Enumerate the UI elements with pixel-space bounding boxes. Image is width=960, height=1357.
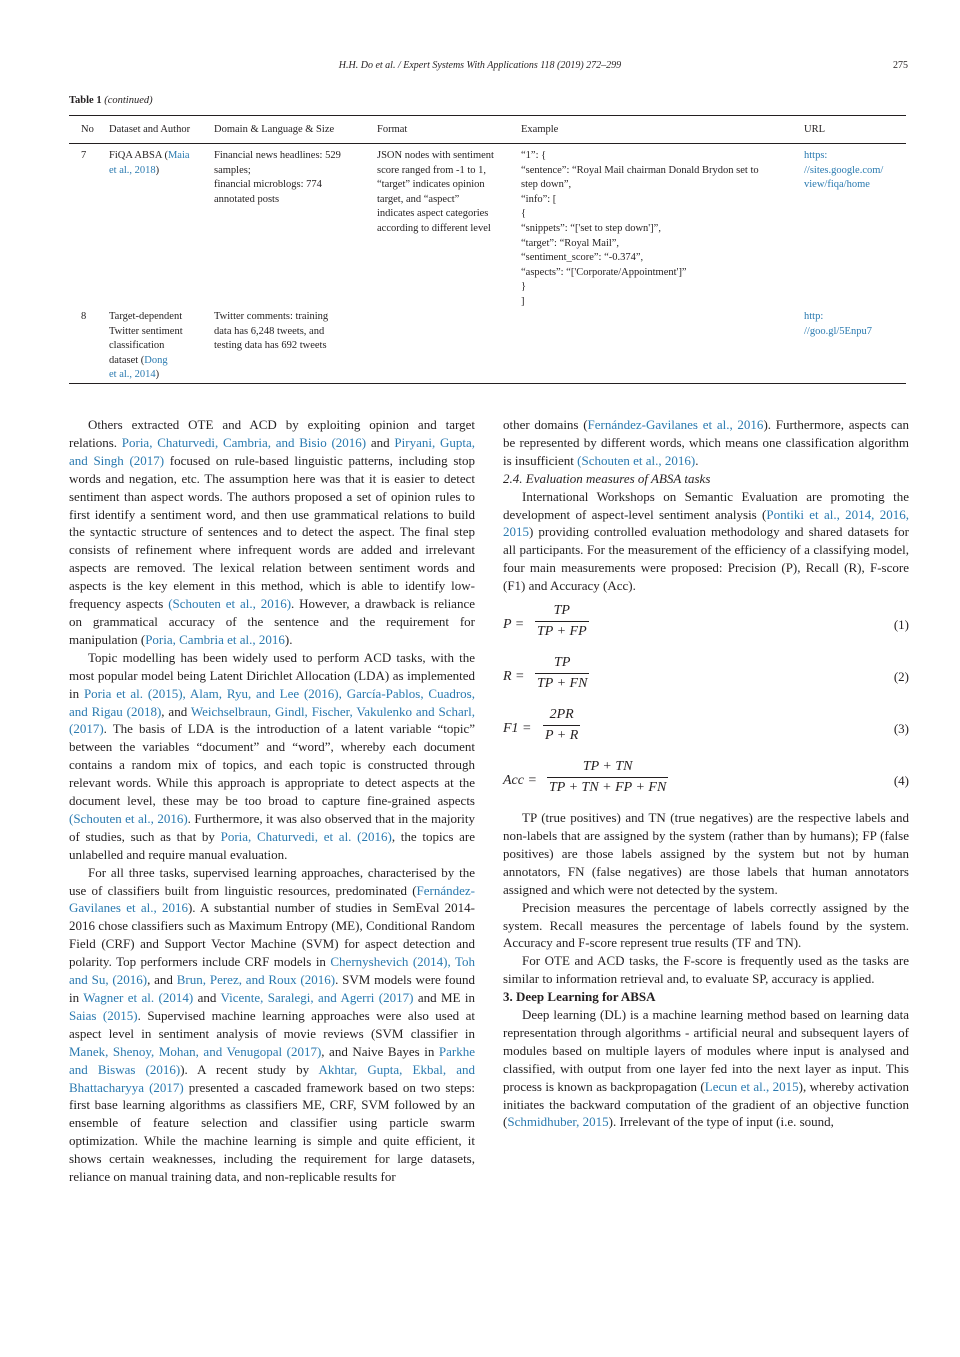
- table-row-8-url[interactable]: http: //goo.gl/5Enpu7: [804, 311, 872, 337]
- paragraph: [503, 899, 909, 953]
- text-run: . Furthermore, it was also observed that in the majority of studies, such as that by: [69, 810, 476, 844]
- text-run: ), whereby activation initiates the backward computation of the gradient of an objective function (: [503, 1078, 909, 1130]
- citation-link[interactable]: Weichselbraun, Gindl, Fischer, Vakulenko and Scharl, (2017): [69, 703, 475, 737]
- text-run: Deep learning (DL) is a machine learning method based on learning data representation through algorithms - artificial neural and subsequent layers of modules based on multiple layers of modules where input is analysed and classified, with output from one layer fed into the next layer as input. This process is known as backpropagation (: [503, 1007, 909, 1094]
- text-run: ). A recent study by: [180, 1061, 319, 1077]
- text-run: International Workshops on Semantic Evaluation are promoting the development of aspect-level sentiment analysis (: [503, 488, 909, 522]
- table-header-rule: [69, 143, 906, 144]
- col-header-dataset: Dataset and Author: [109, 124, 191, 135]
- text-run: ). Furthermore, aspects can be represented by different words, which means one classification algorithm is insufficient: [503, 417, 910, 468]
- paragraph: [503, 952, 909, 988]
- table-row-7-url[interactable]: https: //sites.google.com/ view/fiqa/home: [804, 150, 884, 191]
- text-run: Precision measures the percentage of labels correctly assigned by the system. Recall measures the percentage of labels found by the system. Accuracy and F-score represent true results (TF and TN).: [503, 899, 909, 951]
- citation-link[interactable]: Saias (2015): [69, 1007, 138, 1023]
- citation-link[interactable]: (Schouten et al., 2016): [168, 596, 292, 612]
- citation-link[interactable]: Pontiki et al., 2014, 2016, 2015: [503, 506, 909, 540]
- right-column: [503, 416, 909, 1131]
- citation-link[interactable]: Fernández-Gavilanes et al., 2016: [587, 417, 764, 432]
- left-column: [69, 416, 475, 1186]
- citation-link[interactable]: Maia: [167, 150, 190, 161]
- table-row-8-domain: Twitter comments: training data has 6,248 tweets, and testing data has 692 tweets: [214, 311, 329, 352]
- paragraph: [503, 1006, 909, 1131]
- citation-link[interactable]: Poria, Chaturvedi, et al. (2016): [220, 828, 392, 844]
- text-run: and ME in: [413, 990, 475, 1005]
- page-number: 275: [893, 60, 908, 71]
- text-run: TP (true positives) and TN (true negatives) are the respective labels and non-labels that are assigned by the system (rather than by humans); FP (false positives) are those labels assigned by the system but not by human annotators, FN (false negatives) are those labels that human annotators assigned and which were not detected by the system.: [503, 810, 909, 897]
- citation-link[interactable]: Parkhe and Biswas (2016): [69, 1043, 475, 1077]
- citation-link[interactable]: Poria, Cambria et al., 2016: [145, 631, 285, 647]
- text-run: presented a cascaded framework based on two steps: first base learning algorithms as classifiers ME, CRF, SVM followed by an ensemble of feature selection and classifier using particle swarm optimization. While the machine learning is simple and quite efficient, it shows certain weaknesses, including the requirement for large datasets, reliance on manual training data, and non-replicable results for: [69, 1079, 476, 1185]
- text-run: focused on rule-based linguistic patterns, including stop words and negation, etc. The assumption here was that it is easier to detect sentiment than aspect words. The authors proposed a set of opinion rules to first identify a sentiment word, and then use grammatical relations to build the syntactic structure of sentences and to detect the aspect. The final step consists of refinement where infrequent words are added and irrelevant aspects are removed. The lexical relation between sentiment words and aspects is the key element in this method, which is able to identify low-frequency aspects: [69, 452, 475, 612]
- equation-precision: P = $\frac{TP}{TP + FP}$ (1): [503, 601, 909, 653]
- table-row-7-no: 7: [81, 150, 87, 161]
- text-run: ). A substantial number of studies in SemEval 2014-2016 chose classifiers such as Maximum Entropy (ME), Conditional Random Field (CRF) and Support Vector Machine (SVM) for aspect detection and polarity. Top performers include CRF models in: [69, 900, 475, 970]
- paragraph: [69, 649, 475, 864]
- equation-recall: R = $\frac{TP}{TP + FN}$ (2): [503, 653, 909, 705]
- text-run: . The basis of LDA is the introduction of a latent variable “topic” between the variables “document” and “word”, whereby each document contains a random mix of topics, and each topic is constructed through relevant words. While this approach is appropriate to detect aspects at the document level, these may be too broad to capture fine-grained aspects: [69, 721, 475, 809]
- table-caption-suffix: (continued): [104, 95, 153, 106]
- table-row-7-format: JSON nodes with sentiment score ranged from -1 to 1, “target” indicates opinion target, and “aspect” indicates aspect categories according to different level: [377, 150, 494, 234]
- text-run: .: [695, 452, 699, 468]
- citation-link[interactable]: Vicente, Saralegi, and Agerri (2017): [220, 990, 414, 1005]
- citation-link[interactable]: (Schouten et al., 2016): [69, 810, 188, 826]
- text-run: . SVM models were found in: [69, 972, 475, 1005]
- table-row-8-dataset: Target-dependent Twitter sentiment classification dataset (Dong et al., 2014): [109, 311, 183, 381]
- col-header-no: No: [81, 124, 94, 135]
- text-run: Topic modelling has been widely used to perform ACD tasks, with the most popular model being Latent Dirichlet Allocation (LDA) as implemented in: [69, 649, 475, 701]
- text-run: other domains (: [503, 417, 588, 432]
- citation-link[interactable]: Akhtar, Gupta, Ekbal, and Bhattacharyya (2017): [69, 1061, 475, 1095]
- paragraph: [69, 864, 475, 1186]
- text-run: . However, a drawback is reliance on grammatical accuracy of the sentence and the requirement for manipulation (: [69, 596, 475, 647]
- page-header: [0, 60, 960, 76]
- citation-link[interactable]: et al., 2018: [109, 164, 156, 176]
- citation-link[interactable]: Chernyshevich (2014), Toh and Su, (2016): [69, 954, 475, 988]
- citation-link[interactable]: et al., 2014: [109, 369, 156, 381]
- running-title: H.H. Do et al. / Expert Systems With Applications 118 (2019) 272–299: [338, 60, 622, 71]
- table-caption-label: Table 1: [69, 95, 102, 106]
- text-run: , and Naive Bayes in: [321, 1043, 439, 1059]
- text-run: , and: [161, 703, 191, 719]
- col-header-url: URL: [804, 124, 825, 135]
- paragraph: [503, 809, 909, 899]
- paragraph: [503, 488, 909, 595]
- citation-link[interactable]: Wagner et al. (2014): [83, 990, 194, 1005]
- col-header-example: Example: [521, 124, 559, 135]
- table-bottom-rule: [69, 383, 906, 384]
- text-run: ). Irrelevant of the type of input (i.e. sound,: [608, 1114, 834, 1130]
- col-header-format: Format: [377, 124, 408, 135]
- citation-link[interactable]: (Schouten et al., 2016): [577, 452, 696, 468]
- table-row-7-domain: Financial news headlines: 529 samples; financial microblogs: 774 annotated posts: [214, 150, 341, 205]
- equation-f1: F1 = $\frac{2PR}{P + R}$ (3): [503, 705, 909, 757]
- text-run: ) providing controlled evaluation methodology and shared datasets for all participants. For the measurement of the efficiency of a classifying model, four main measurements were proposed: Precision (P), Recall (R), F-score (F1) and Accuracy (Acc).: [503, 524, 909, 594]
- citation-link[interactable]: Piryani, Gupta, and Singh (2017): [69, 434, 475, 468]
- text-run: , the topics are unlabelled and require manual evaluation.: [69, 828, 475, 862]
- text-run: For OTE and ACD tasks, the F-score is frequently used as the tasks are similar to information retrieval and, to evaluate SP, accuracy is applied.: [503, 953, 909, 987]
- citation-link[interactable]: Fernández-Gavilanes et al., 2016: [69, 882, 475, 916]
- text-run: Others extracted OTE and ACD by exploiting opinion and target relations.: [69, 417, 475, 450]
- citation-link[interactable]: Poria, Chaturvedi, Cambria, and Bisio (2016): [121, 434, 367, 450]
- col-header-domain: Domain & Language & Size: [214, 124, 335, 135]
- text-run: ).: [284, 631, 293, 647]
- text-run: . Supervised machine learning approaches were also used at aspect level in sentiment analysis of movie reviews (SVM classifier in: [69, 1007, 475, 1041]
- table-caption: [69, 95, 153, 106]
- text-run: and: [366, 434, 395, 450]
- paragraph: [503, 416, 909, 470]
- citation-link[interactable]: Manek, Shenoy, Mohan, and Venugopal (2017): [69, 1043, 322, 1059]
- citation-link[interactable]: Poria et al. (2015), Alam, Ryu, and Lee (2016), García-Pablos, Cuadros, and Rigau (2018): [69, 685, 475, 719]
- equation-accuracy: Acc = $\frac{TP + TN}{TP + TN + FP + FN}$ (4): [503, 757, 909, 809]
- table-row-8-no: 8: [81, 311, 87, 322]
- citation-link[interactable]: Brun, Perez, and Roux (2016): [176, 972, 336, 988]
- paragraph: [69, 416, 475, 649]
- text-run: , and: [147, 972, 177, 988]
- section-heading: 2.4. Evaluation measures of ABSA tasks: [503, 470, 711, 486]
- table-row-7-dataset: FiQA ABSA (Maia et al., 2018): [109, 150, 190, 176]
- citation-link[interactable]: Lecun et al., 2015: [704, 1078, 799, 1094]
- citation-link[interactable]: Schmidhuber, 2015: [507, 1114, 609, 1130]
- text-run: and: [193, 990, 221, 1005]
- citation-link[interactable]: Dong: [144, 354, 168, 366]
- text-run: For all three tasks, supervised learning approaches, characterised by the use of classifiers built from linguistic resources, predominated (: [69, 864, 475, 898]
- section-heading: 3. Deep Learning for ABSA: [503, 989, 656, 1005]
- table-top-rule: [69, 115, 906, 116]
- table-row-7-example: “1”: { “sentence”: “Royal Mail chairman Donald Brydon set to step down”, “info”: [ { “snippets”: “['set to step down']”, “target”: “Royal Mail”, “sentiment_score”: “-0.374”, “aspects”: “['Corporate/Appointment']” } ]: [521, 150, 759, 307]
